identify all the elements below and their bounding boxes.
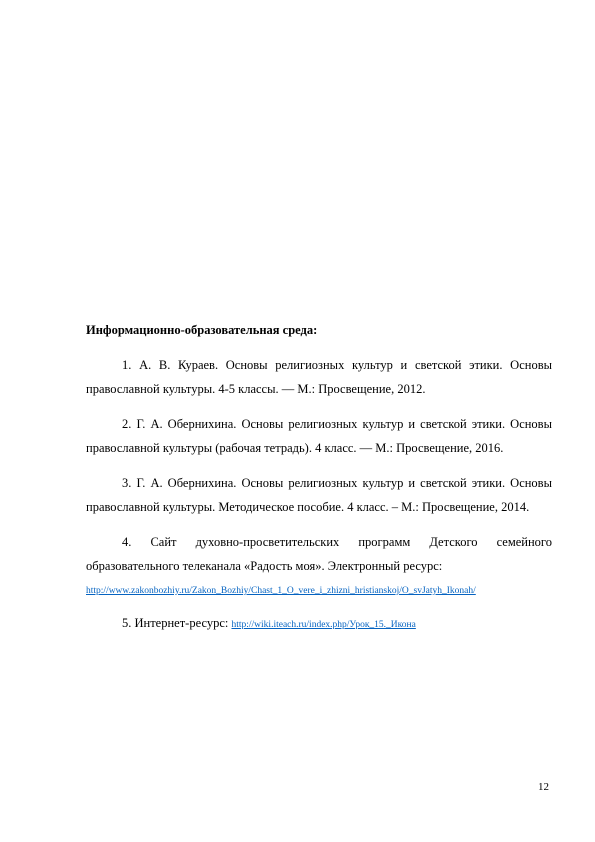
list-item <box>86 611 552 637</box>
page-content <box>86 318 552 648</box>
link-wrapper <box>86 580 552 600</box>
list-item-text: 5. Интернет-ресурс: <box>122 616 229 630</box>
list-item <box>86 530 552 600</box>
list-item <box>86 471 552 519</box>
list-item-text: 4. Сайт духовно-просветительских программ Детского семейного образовательного телеканала «Радость моя». Электронный ресурс: <box>86 535 552 573</box>
list-item-text: 1. А. В. Кураев. Основы религиозных культур и светской этики. Основы православной культуры. 4-5 классы. — М.: Просвещение, 2012. <box>86 358 552 396</box>
list-item <box>86 412 552 460</box>
list-item <box>86 353 552 401</box>
list-item-text: 2. Г. А. Обернихина. Основы религиозных культур и светской этики. Основы православной культуры (рабочая тетрадь). 4 класс. — М.: Просвещение, 2016. <box>86 417 552 455</box>
resource-link[interactable]: http://wiki.iteach.ru/index.php/Урок_15._Икона <box>231 620 416 630</box>
section-heading: Информационно-образовательная среда: <box>86 323 318 337</box>
resource-link[interactable]: http://www.zakonbozhiy.ru/Zakon_Bozhiy/Chast_1_O_vere_i_zhizni_hristianskoj/O_svJatyh_Ikonah/ <box>86 586 476 596</box>
list-item-text: 3. Г. А. Обернихина. Основы религиозных культур и светской этики. Основы православной культуры. Методическое пособие. 4 класс. – М.: Просвещение, 2014. <box>86 476 552 514</box>
page-number: 12 <box>538 781 549 793</box>
